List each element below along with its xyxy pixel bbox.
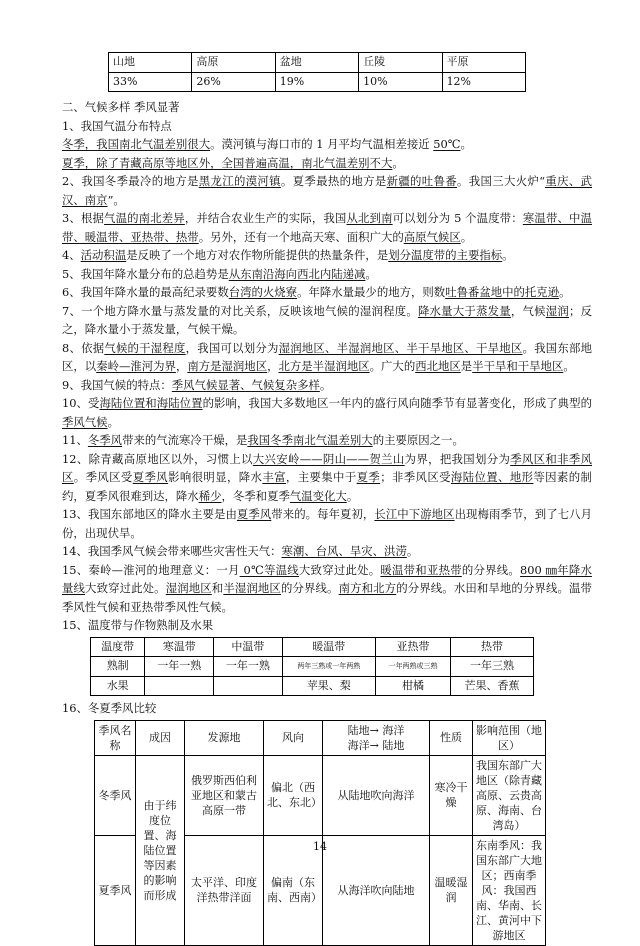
text: ，主要集中于 bbox=[285, 470, 357, 484]
underlined-text: 800 ㎜年降水量线 bbox=[62, 562, 592, 595]
text: 的影响，我国大多数地区一年内的盛行风向随季节有显著变化，形成了典型的 bbox=[202, 396, 592, 410]
underlined-text: 大兴安岭——阴山——贺兰山 bbox=[252, 451, 405, 466]
terrain-header: 平原 bbox=[442, 53, 525, 73]
underlined-text: 气温的南北差异 bbox=[104, 211, 185, 225]
paragraph bbox=[62, 302, 592, 339]
table-title: 15、温度带与作物熟制及水果 bbox=[62, 618, 214, 632]
row-label: 熟制 bbox=[91, 657, 145, 677]
text: 。 bbox=[346, 488, 359, 503]
table-cell: 苹果、梨 bbox=[282, 676, 375, 696]
text: 等因素的制约，夏季风很难到达，降水 bbox=[62, 470, 592, 503]
table-cell: 两年三熟或一年两熟 bbox=[282, 657, 375, 677]
source-cell: 太平洋、印度洋热带洋面 bbox=[185, 835, 264, 945]
table-cell bbox=[214, 676, 283, 696]
text: ”。 bbox=[107, 192, 125, 207]
underlined-text: 气温变化大 bbox=[289, 488, 347, 503]
text: 。广大的 bbox=[369, 359, 416, 373]
table-header: 风向 bbox=[264, 720, 323, 755]
underlined-text: 湿润 bbox=[545, 303, 569, 318]
underlined-text: 半湿润地区 bbox=[223, 581, 281, 595]
text: 15、秦岭—淮河的地理意义：一月 bbox=[62, 562, 240, 577]
underlined-text: 划分温度带的主要指标 bbox=[388, 248, 503, 262]
text: 的分界线。 bbox=[280, 581, 339, 595]
text: 的分界线。 bbox=[461, 562, 521, 577]
text: 8、依据 bbox=[62, 340, 105, 355]
underlined-text: 西北地区 bbox=[415, 359, 461, 373]
text: 3、根据 bbox=[62, 211, 105, 225]
table-header: 热带 bbox=[451, 637, 534, 657]
table-header: 中温带 bbox=[214, 637, 283, 657]
underlined-text: 长江中下游地区 bbox=[374, 507, 455, 521]
text: 。漠河镇与海口市的 1 月平均气温相差接近 bbox=[210, 137, 434, 151]
underlined-text: 0℃等温线 bbox=[239, 562, 299, 577]
text: 。 bbox=[406, 544, 419, 558]
text: 是反映了一个地方对农作物所能提供的热量条件，是 bbox=[126, 248, 389, 262]
section-title: 二、气候多样 季风显著 bbox=[62, 100, 180, 114]
text: 出现梅雨季节，到了七八月份，出现伏旱。 bbox=[62, 507, 592, 540]
monsoon-name: 夏季风 bbox=[95, 835, 136, 945]
text: 带来的气流寒冷干燥，是 bbox=[122, 433, 248, 447]
paragraph-1-title: 1、我国气温分布特点 bbox=[62, 118, 172, 133]
text: 是 bbox=[460, 359, 473, 373]
range-cell: 我国东部广大地区（除青藏高原、云贵高原、海南、台湾岛） bbox=[473, 755, 546, 835]
monsoon-comparison-table bbox=[94, 720, 546, 946]
text: 2、我国冬季最冷的地方是 bbox=[62, 174, 199, 188]
table-cell bbox=[145, 676, 214, 696]
paragraph bbox=[62, 135, 592, 154]
text: ；反之，降水量小于蒸发量，气候干燥。 bbox=[62, 303, 592, 336]
text: 的主要原因之一。 bbox=[372, 433, 464, 447]
paragraph bbox=[62, 561, 592, 617]
path-cell: 从陆地吹向海洋 bbox=[323, 755, 430, 835]
text: 。年降水量最少的地方，则数 bbox=[297, 285, 446, 299]
underlined-text: 黑龙江的漠河镇 bbox=[198, 174, 281, 188]
table-header: 季风名称 bbox=[95, 720, 136, 755]
source-cell: 俄罗斯西伯利亚地区和蒙古高原一带 bbox=[185, 755, 264, 835]
terrain-value: 10% bbox=[359, 72, 442, 92]
range-cell: 东南季风：我国东部广大地区；西南季风：我国西南、华南、长江、黄河中下游地区 bbox=[473, 835, 546, 945]
underlined-text: 季风气候显著、气候复杂多样 bbox=[171, 377, 320, 392]
underlined-text: 寒温带、中温带、暖温带、亚热带、热带 bbox=[62, 211, 592, 244]
text: 。 bbox=[502, 248, 514, 262]
path-to: 海洋 bbox=[382, 723, 405, 737]
paragraph bbox=[62, 542, 592, 561]
text: 大致穿过此处。 bbox=[85, 581, 166, 595]
text: 。 bbox=[107, 414, 119, 429]
table-cell: 柑橘 bbox=[375, 676, 450, 696]
table-cell: 芒果、香蕉 bbox=[451, 676, 534, 696]
terrain-header: 丘陵 bbox=[359, 53, 442, 73]
text: ；非季风区受 bbox=[380, 470, 451, 484]
paragraph bbox=[62, 154, 592, 173]
terrain-value: 26% bbox=[192, 72, 275, 92]
table-header: 成因 bbox=[136, 720, 185, 755]
paragraph bbox=[62, 283, 592, 302]
terrain-value: 12% bbox=[442, 72, 525, 92]
text: 。 bbox=[365, 266, 377, 281]
table-cell: 一年一熟 bbox=[214, 657, 283, 677]
text: 。 bbox=[559, 285, 571, 299]
text: 。 bbox=[460, 229, 473, 244]
underlined-text: 高原气候区 bbox=[403, 229, 461, 244]
text: 带来的。每年夏初， bbox=[271, 507, 375, 521]
underlined-text: 湿润地区 bbox=[165, 581, 212, 595]
paragraph bbox=[62, 505, 592, 542]
temperature-zone-table bbox=[90, 637, 534, 697]
text: 9、我国气候的特点： bbox=[62, 377, 172, 392]
text: 10、受 bbox=[62, 396, 100, 410]
text: 。另外，还有一个地高天寒、面积广大的 bbox=[198, 229, 404, 244]
paragraph bbox=[62, 172, 592, 209]
underlined-text: 新疆的吐鲁番 bbox=[386, 174, 458, 188]
text: 影响很明显，降水 bbox=[168, 470, 263, 484]
table-header: 发源地 bbox=[185, 720, 264, 755]
paragraph bbox=[62, 265, 592, 284]
paragraph bbox=[62, 339, 592, 376]
text: 。夏季最热的地方是 bbox=[280, 174, 387, 188]
page-number: 14 bbox=[313, 840, 327, 853]
underlined-text: 南方和北方 bbox=[338, 581, 397, 595]
underlined-text: 活动积温 bbox=[80, 248, 127, 262]
table-header: 性质 bbox=[430, 720, 473, 755]
underlined-text: 冬季，我国南北气温差别很大 bbox=[62, 137, 211, 151]
table-header: 寒温带 bbox=[145, 637, 214, 657]
text: ，冬季和夏季 bbox=[221, 488, 290, 503]
underlined-text: 海陆位置和海陆位置 bbox=[99, 396, 203, 410]
text: ，并结合农业生产的实际，我国 bbox=[184, 211, 347, 225]
paragraph bbox=[62, 431, 592, 450]
table-header: 影响范围（地区） bbox=[473, 720, 546, 755]
paragraph bbox=[62, 450, 592, 506]
terrain-header: 山地 bbox=[109, 53, 192, 73]
underlined-text: 季风气候 bbox=[62, 414, 108, 429]
underlined-text: 台湾的火烧寮 bbox=[228, 285, 298, 299]
path-to: 陆地 bbox=[382, 738, 405, 752]
underlined-text: 重庆、武汉、南京 bbox=[62, 174, 592, 207]
underlined-text: 夏季风 bbox=[132, 470, 169, 484]
text: 14、我国季风气候会带来哪些灾害性天气： bbox=[62, 544, 282, 558]
path-header bbox=[323, 720, 430, 755]
text: ，气候 bbox=[510, 303, 546, 318]
underlined-text: 海陆位置、地形 bbox=[450, 470, 534, 484]
cause-cell: 由于纬度位置、海陆位置等因素的影响而形成 bbox=[136, 755, 185, 945]
underlined-text: 季风区和非季风区 bbox=[62, 451, 592, 484]
underlined-text: 降水量大于蒸发量 bbox=[417, 303, 511, 318]
paragraph bbox=[62, 394, 592, 431]
text: 和 bbox=[211, 581, 224, 595]
underlined-text: 冬季风 bbox=[87, 433, 123, 447]
text: 。我国三大火炉“ bbox=[457, 174, 546, 188]
underlined-text: 稀少 bbox=[198, 488, 222, 503]
path-from: 海洋 bbox=[347, 738, 370, 752]
text: 。 bbox=[563, 359, 575, 373]
underlined-text: 夏季，除了青藏高原等地区外，全国普遍高温，南北气温差别不大 bbox=[62, 155, 393, 170]
text: 。 bbox=[319, 377, 332, 392]
row-label: 水果 bbox=[91, 676, 145, 696]
text: 5、我国年降水量分布的总趋势是 bbox=[62, 266, 229, 281]
underlined-text: 吐鲁番盆地中的托克逊 bbox=[445, 285, 560, 299]
table-cell: 一年一熟 bbox=[145, 657, 214, 677]
text: 13、我国东部地区的降水主要是由 bbox=[62, 507, 237, 521]
underlined-text: 南方是湿润地区 bbox=[187, 359, 268, 373]
text: 6、我国年降水量的最高纪录要数 bbox=[62, 285, 229, 299]
table-cell: 一年三熟 bbox=[451, 657, 534, 677]
text: ，我国可以划分为 bbox=[185, 340, 279, 355]
path-arrows: 陆地→ 海洋 海洋→ 陆地 bbox=[347, 723, 405, 752]
text: 。 bbox=[460, 137, 472, 151]
underlined-text: 气候的干湿程度 bbox=[104, 340, 186, 355]
text: 可以划分为 5 个温度带： bbox=[392, 211, 523, 225]
terrain-value: 33% bbox=[109, 72, 192, 92]
table-cell: 一年两熟或三熟 bbox=[375, 657, 450, 677]
underlined-text: 50℃ bbox=[433, 137, 461, 151]
underlined-text: 夏季 bbox=[356, 470, 381, 484]
monsoon-name: 冬季风 bbox=[95, 755, 136, 835]
text: 7、一个地方降水量与蒸发量的对比关系，反映该地气候的湿润程度。 bbox=[62, 303, 418, 318]
text: ， bbox=[175, 359, 188, 373]
text: ， bbox=[267, 359, 279, 373]
underlined-text: 从北到南 bbox=[346, 211, 393, 225]
text: 。季风区受 bbox=[73, 470, 133, 484]
path-from: 陆地 bbox=[347, 723, 370, 737]
terrain-header: 盆地 bbox=[275, 53, 358, 73]
terrain-table bbox=[108, 52, 526, 92]
underlined-text: 我国冬季南北气温差别大 bbox=[247, 433, 373, 447]
paragraph bbox=[62, 209, 592, 246]
terrain-header: 高原 bbox=[192, 53, 275, 73]
path-cell: 从海洋吹向陆地 bbox=[323, 835, 430, 945]
underlined-text: 半干旱和干旱地区 bbox=[472, 359, 564, 373]
table-header: 暖温带 bbox=[282, 637, 375, 657]
nature-cell: 温暖湿润 bbox=[430, 835, 473, 945]
direction-cell: 偏南（东南、西南） bbox=[264, 835, 323, 945]
nature-cell: 寒冷干燥 bbox=[430, 755, 473, 835]
text: 。 bbox=[392, 155, 404, 170]
table-header: 温度带 bbox=[91, 637, 145, 657]
text: 。我国东部地区，以 bbox=[62, 340, 592, 373]
underlined-text: 从东南沿海向西北内陆递减 bbox=[228, 266, 366, 281]
underlined-text: 北方是半湿润地区 bbox=[278, 359, 370, 373]
text: 12、除青藏高原地区以外，习惯上以 bbox=[62, 451, 253, 466]
direction-cell: 偏北（西北、东北） bbox=[264, 755, 323, 835]
underlined-text: 夏季风 bbox=[236, 507, 272, 521]
underlined-text: 寒潮、台风、旱灾、洪涝 bbox=[281, 544, 407, 558]
text: 为界，把我国划分为 bbox=[404, 451, 511, 466]
text: 的分界线。水田和旱地的分界线。温带季风性气候和亚热带季风性气候。 bbox=[62, 581, 592, 614]
text: 11、 bbox=[62, 433, 88, 447]
table-header: 亚热带 bbox=[375, 637, 450, 657]
underlined-text: 丰富 bbox=[262, 470, 286, 484]
text: 大致穿过此处。 bbox=[298, 562, 381, 577]
paragraph bbox=[62, 376, 592, 395]
paragraph bbox=[62, 246, 592, 265]
underlined-text: 湿润地区、半湿润地区、半干旱地区、干旱地区 bbox=[278, 340, 523, 355]
table-title: 16、冬夏季风比较 bbox=[62, 701, 157, 715]
underlined-text: 暖温带和亚热带 bbox=[380, 562, 462, 577]
text: 4、 bbox=[62, 248, 81, 262]
underlined-text: 秦岭—淮河为界 bbox=[96, 359, 176, 373]
terrain-value: 19% bbox=[275, 72, 358, 92]
